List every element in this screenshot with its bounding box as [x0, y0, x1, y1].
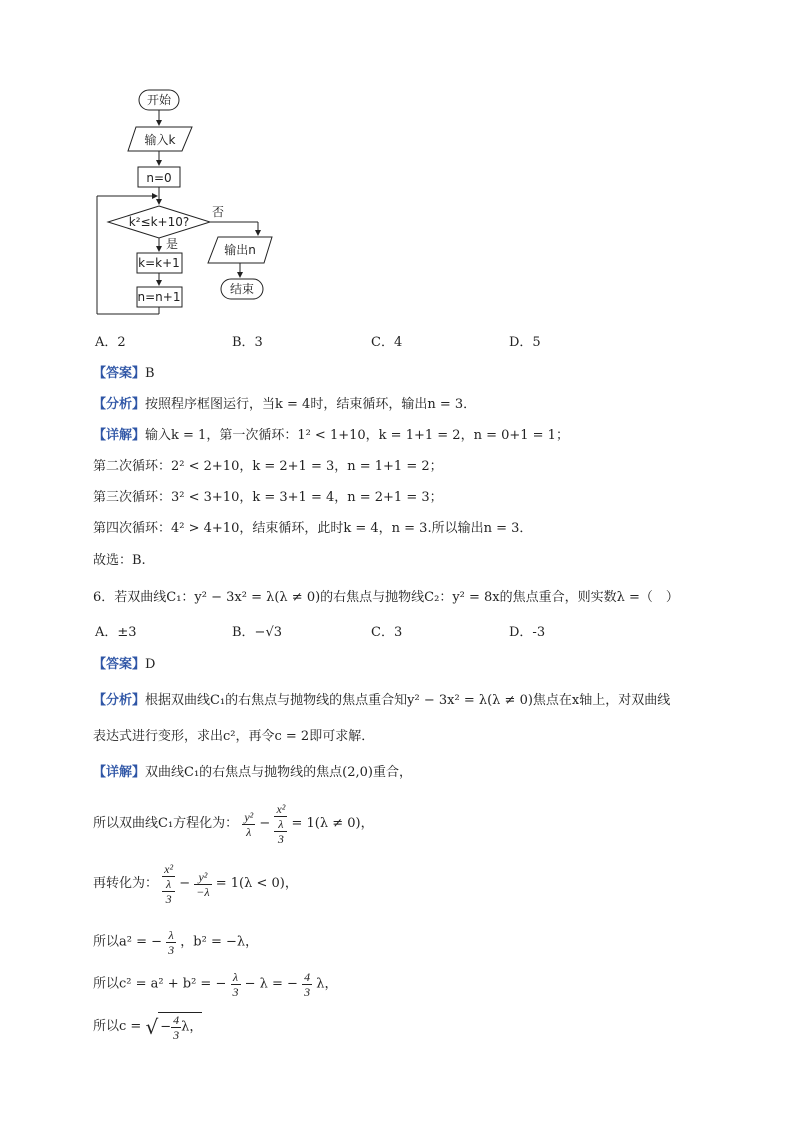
line-prefix: 所以c² = a² + b² = − [93, 976, 227, 992]
q6-detail-line-2 [93, 802, 374, 846]
q6-analysis-line-1 [93, 693, 670, 709]
answer-tag: 【答案】 [93, 366, 146, 381]
analysis-tag: 【分析】 [93, 397, 146, 412]
q6-detail-line-5 [93, 970, 338, 999]
q6-option-b: B．−√3 [232, 625, 283, 640]
answer-value: D [145, 657, 156, 672]
no-label: 否 [211, 205, 225, 219]
answer-value: B [145, 366, 155, 381]
n-init-label: n=0 [146, 171, 172, 185]
condition-label: k²≤k+10? [128, 215, 190, 229]
line-prefix: 所以c = [93, 1019, 142, 1034]
detail-tag: 【详解】 [93, 428, 146, 443]
line-prefix: 再转化为： [93, 876, 159, 891]
q5-choose: 故选：B. [93, 553, 146, 568]
line-suffix: λ， [316, 976, 338, 992]
end-label: 结束 [229, 282, 255, 296]
minus-sign: − [179, 876, 191, 891]
q6-detail-line-4 [93, 928, 258, 957]
n-update-label: n=n+1 [137, 290, 181, 304]
q5-option-b: B．3 [232, 335, 263, 350]
sqrt-body [158, 1012, 202, 1042]
fraction-x2-over-lambda-third: x² λ 3 [276, 802, 286, 846]
program-flowchart [90, 85, 290, 320]
q6-option-d: D．-3 [509, 625, 546, 640]
k-update-label: k=k+1 [138, 256, 180, 270]
q5-detail-line-2: 第二次循环：2² < 2+10，k = 2+1 = 3，n = 1+1 = 2； [93, 459, 443, 474]
fraction-x2-over-neg-lambda-third: x² λ 3 [164, 862, 174, 906]
analysis-text: 根据双曲线C₁的右焦点与抛物线的焦点重合知y² − 3x² = λ(λ ≠ 0)焦点在x轴上，对双曲线 [145, 693, 671, 708]
input-k-label: 输入k [144, 133, 176, 147]
line-prefix: 所以双曲线C₁方程化为： [93, 816, 239, 831]
q5-option-a: A．2 [95, 335, 126, 350]
q6-answer [93, 657, 155, 673]
start-label: 开始 [146, 93, 172, 107]
sqrt-sign: √ [145, 1015, 159, 1039]
line-suffix: λ， [181, 1019, 203, 1035]
q5-option-c: C．4 [371, 335, 403, 350]
answer-tag: 【答案】 [93, 657, 146, 672]
fraction-lambda-over-3: $\frac{\lambda}{3}$ [232, 970, 239, 999]
line-suffix: = 1(λ ≠ 0)， [291, 816, 374, 831]
line-suffix: = 1(λ < 0)， [215, 876, 298, 891]
fraction-4-over-3: $\frac{4}{3}$ [173, 1013, 180, 1042]
line-suffix: ，b² = −λ， [180, 934, 259, 950]
analysis-text: 按照程序框图运行，当k = 4时，结束循环，输出n = 3． [145, 397, 477, 412]
q5-detail-line-3: 第三次循环：3² < 3+10，k = 3+1 = 4，n = 2+1 = 3； [93, 490, 443, 505]
fraction-4-over-3: $\frac{4}{3}$ [304, 970, 311, 999]
fraction-y2-over-neg-lambda: $\frac{\text{y²}}{-\lambda}$ [196, 869, 210, 899]
q6-analysis-line-2: 表达式进行变形，求出c²，再令c = 2即可求解． [93, 729, 375, 744]
fraction-lambda-over-3: $\frac{\lambda}{3}$ [168, 928, 175, 957]
minus-sign: − [160, 1019, 172, 1035]
q5-detail-line-4: 第四次循环：4² > 4+10，结束循环，此时k = 4，n = 3.所以输出n = 3． [93, 521, 533, 536]
q6-stem: 6．若双曲线C₁：y² − 3x² = λ(λ ≠ 0)的右焦点与抛物线C₂：y² = 8x的焦点重合，则实数λ =（ ） [93, 590, 679, 605]
yes-label: 是 [165, 237, 179, 251]
line-mid: − λ = − [244, 976, 298, 992]
detail-tag: 【详解】 [93, 765, 146, 780]
q6-detail-line-6 [93, 1012, 202, 1042]
q5-option-d: D．5 [509, 335, 541, 350]
minus-sign: − [259, 816, 271, 831]
analysis-tag: 【分析】 [93, 693, 146, 708]
fraction-y2-over-lambda: $\frac{\text{y²}}{\lambda}$ [244, 809, 254, 839]
q6-option-a: A．±3 [95, 625, 137, 640]
q6-detail-line-3 [93, 862, 298, 906]
q6-detail-line-1 [93, 765, 412, 781]
detail-text: 双曲线C₁的右焦点与抛物线的焦点(2,0)重合， [145, 765, 412, 780]
q5-answer [93, 366, 155, 382]
output-n-label: 输出n [224, 243, 256, 257]
detail-text: 输入k = 1，第一次循环：1² < 1+10，k = 1+1 = 2，n = 0+1 = 1； [145, 428, 569, 443]
q6-option-c: C．3 [371, 625, 403, 640]
q5-detail-line-1 [93, 428, 569, 444]
line-prefix: 所以a² = − [93, 934, 163, 950]
q5-analysis [93, 397, 476, 413]
